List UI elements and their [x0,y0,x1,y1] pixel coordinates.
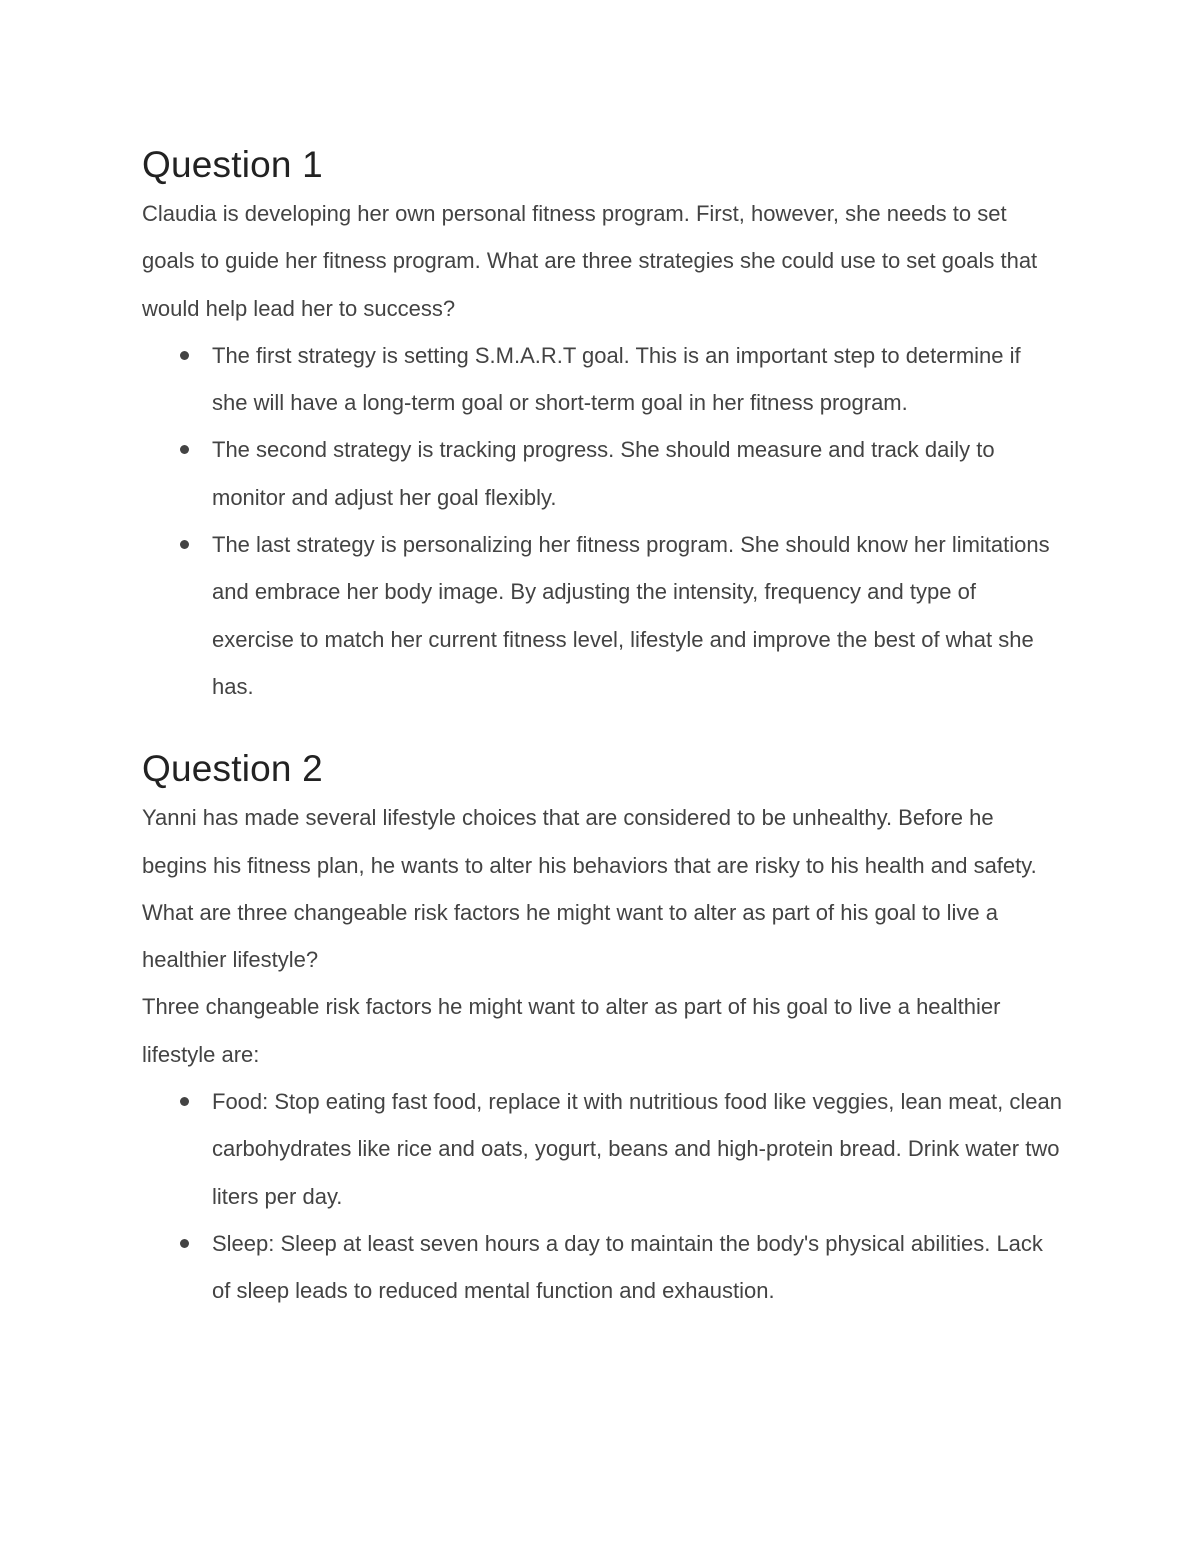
list-item [142,1078,1062,1220]
question-1-heading: Question 1 [142,144,323,185]
question-2-section [142,744,1062,1314]
list-item [142,1220,1062,1315]
answer-text: The last strategy is personalizing her fitness program. She should know her limitations and embrace her body image. By adjusting the intensity, frequency and type of exercise to match her current fitness level, lifestyle and improve the best of what she has. [212,532,1050,699]
question-1-answer-list [142,332,1062,710]
answer-text: The first strategy is setting S.M.A.R.T goal. This is an important step to determine if she will have a long-term goal or short-term goal in her fitness program. [212,342,1021,416]
answer-text: Sleep: Sleep at least seven hours a day to maintain the body's physical abilities. Lack of sleep leads to reduced mental function and exhaustion. [212,1230,1043,1304]
question-2-answer-intro: Three changeable risk factors he might want to alter as part of his goal to live a healthier lifestyle are: [142,994,1001,1067]
answer-text: The second strategy is tracking progress. She should measure and track daily to monitor and adjust her goal flexibly. [212,437,995,510]
question-2-heading: Question 2 [142,748,323,790]
document-content [142,140,1062,1315]
question-2-answer-list [142,1078,1062,1314]
bullet-icon [180,445,189,454]
bullet-icon [180,1097,189,1106]
answer-text: Food: Stop eating fast food, replace it with nutritious food like veggies, lean meat, clean carbohydrates like rice and oats, yogurt, beans and high-protein bread. Drink water two liters per day. [212,1089,1062,1209]
bullet-icon [180,1239,189,1248]
bullet-icon [180,540,189,549]
list-item [142,332,1062,427]
question-1-section [142,140,1062,710]
list-item [142,426,1062,521]
question-2-prompt: Yanni has made several lifestyle choices that are considered to be unhealthy. Before he begins his fitness plan, he wants to alter his behaviors that are risky to his health and safety. What are three changeable risk factors he might want to alter as part of his goal to live a healthier lifestyle? [142,805,1037,973]
question-1-prompt: Claudia is developing her own personal fitness program. First, however, she needs to set goals to guide her fitness program. What are three strategies she could use to set goals that would help lead her to success? [142,201,1038,321]
bullet-icon [180,351,189,360]
list-item [142,521,1062,710]
